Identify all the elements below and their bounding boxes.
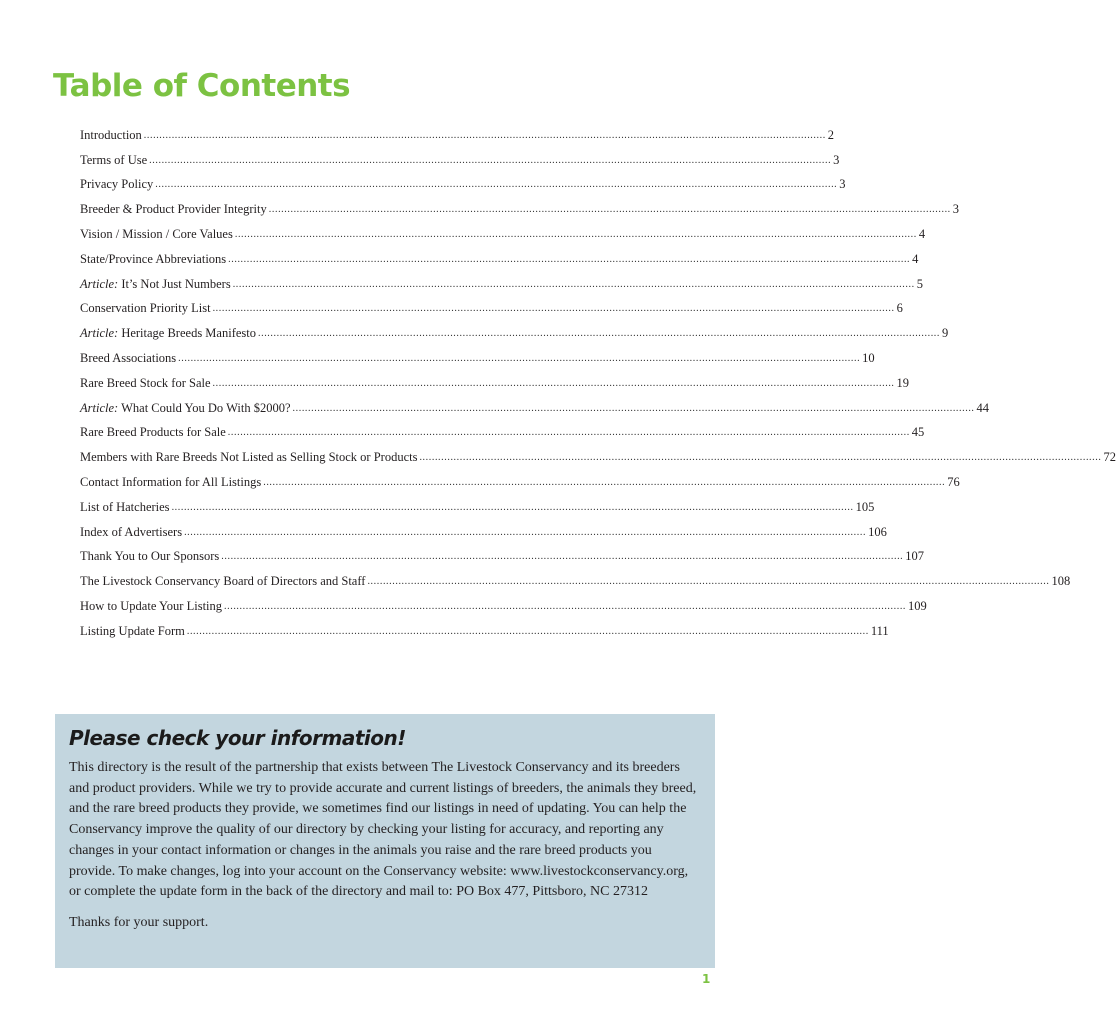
toc-entry-label	[80, 227, 233, 242]
toc-leader-dots: ............................................................................................................................................................................................................................	[228, 253, 911, 265]
toc-entry-text: Introduction	[80, 127, 142, 142]
toc-entry	[80, 569, 1071, 594]
toc-entry-label	[80, 599, 222, 614]
toc-leader-dots: ............................................................................................................................................................................................................................	[149, 154, 832, 166]
toc-entry-label	[80, 549, 219, 564]
toc-entry-text: How to Update Your Listing	[80, 599, 223, 614]
toc-entry-page: 3	[833, 152, 840, 167]
notice-box	[55, 714, 715, 968]
toc-entry-page: 107	[905, 549, 925, 564]
toc-entry-page: 44	[976, 400, 990, 415]
toc-entry-text: Breeder & Product Provider Integrity	[80, 202, 267, 217]
toc-leader-dots: ............................................................................................................................................................................................................................	[221, 551, 904, 563]
toc-entry-label	[80, 252, 226, 267]
toc-entry	[80, 321, 949, 346]
toc-entry	[80, 272, 923, 297]
toc-leader-dots: ............................................................................................................................................................................................................................	[155, 179, 838, 191]
toc-entry-page: 111	[870, 623, 889, 638]
toc-leader-dots: ............................................................................................................................................................................................................................	[419, 452, 1102, 464]
toc-entry-prefix: Article:	[80, 276, 119, 291]
toc-entry-label	[80, 401, 291, 416]
toc-entry-page: 4	[918, 227, 926, 242]
toc-entry-page: 5	[916, 276, 923, 291]
toc-entry	[80, 222, 926, 247]
toc-entry	[80, 197, 960, 222]
toc-entry-page: 19	[896, 375, 910, 390]
toc-entry	[80, 495, 875, 520]
toc-entry-page: 6	[896, 301, 903, 316]
notice-thanks: Thanks for your support.	[69, 914, 209, 930]
toc-leader-dots: ............................................................................................................................................................................................................................	[171, 501, 854, 513]
toc-entry-text: It’s Not Just Numbers	[121, 276, 231, 291]
toc-entry-text: Privacy Policy	[80, 177, 154, 192]
toc-entry	[80, 396, 990, 421]
toc-entry-page: 106	[868, 524, 887, 539]
toc-entry	[80, 173, 846, 198]
toc-entry-prefix: Article:	[80, 326, 119, 341]
toc-entry-text: What Could You Do With $2000?	[121, 400, 291, 415]
toc-entry	[80, 545, 925, 570]
toc-entry-label	[80, 500, 170, 515]
toc-entry-label	[80, 574, 365, 589]
toc-entry	[80, 148, 840, 173]
toc-entry-page: 3	[952, 202, 960, 217]
toc-leader-dots: ............................................................................................................................................................................................................................	[224, 601, 907, 613]
page-number: 1	[702, 972, 711, 986]
toc-entry-prefix: Article:	[80, 400, 119, 415]
toc-leader-dots: ............................................................................................................................................................................................................................	[178, 353, 861, 365]
toc-entry-page: 4	[912, 251, 919, 266]
toc-entry-label	[80, 128, 142, 143]
toc-entry-text: Rare Breed Products for Sale	[80, 425, 226, 440]
toc-entry-text: Conservation Priority List	[80, 301, 211, 316]
toc-entry-label	[80, 475, 261, 490]
toc-entry-page: 2	[827, 127, 835, 142]
toc-entry-text: Members with Rare Breeds Not Listed as Selling Stock or Products	[80, 450, 418, 465]
toc-entry-label	[80, 624, 185, 639]
toc-entry-label	[80, 301, 211, 316]
toc-leader-dots: ............................................................................................................................................................................................................................	[258, 328, 940, 340]
toc-entry-label	[80, 326, 256, 341]
toc-entry	[80, 445, 1116, 470]
toc-entry	[80, 520, 887, 545]
toc-leader-dots: ............................................................................................................................................................................................................................	[212, 377, 895, 389]
toc-entry-label	[80, 525, 182, 540]
toc-entry-text: State/Province Abbreviations	[80, 251, 227, 266]
toc-entry	[80, 371, 910, 396]
toc-entry-label	[80, 177, 153, 192]
toc-entry	[80, 594, 927, 619]
toc-entry-label	[80, 425, 226, 440]
toc-entry-text: Thank You to Our Sponsors	[80, 549, 220, 564]
toc-leader-dots: ............................................................................................................................................................................................................................	[186, 625, 869, 637]
toc-entry	[80, 297, 903, 322]
toc-entry-page: 109	[908, 599, 927, 614]
toc-entry-label	[80, 376, 211, 391]
toc-leader-dots: ............................................................................................................................................................................................................................	[292, 402, 975, 414]
toc-entry	[80, 247, 919, 272]
toc-entry-text: The Livestock Conservancy Board of Directors and Staff	[80, 574, 366, 589]
toc-entry-text: Listing Update Form	[80, 623, 185, 638]
toc-entry-page: 9	[942, 326, 949, 341]
toc-entry-label	[80, 450, 417, 465]
toc-entry-text: Breed Associations	[80, 351, 177, 366]
toc-entry-page: 3	[839, 177, 846, 192]
toc-leader-dots: ............................................................................................................................................................................................................................	[234, 229, 917, 241]
toc-leader-dots: ............................................................................................................................................................................................................................	[367, 576, 1050, 588]
toc-entry-page: 108	[1051, 574, 1071, 589]
notice-body: This directory is the result of the partnership that exists between The Livestock Conservancy and its breeders and product providers. While we try to provide accurate and current listings of breeders, the animals they breed, and the rare breed products they provide, we sometimes find our listings in need of updating. You can help the Conservancy improve the quality of our directory by checking your listing for accuracy, and reporting any changes in your contact information or changes in the animals you raise and the rare breed products you provide. To make changes, log into your account on the Conservancy website: www.livestockconservancy.org, or complete the update form in the back of the directory and mail to: PO Box 477, Pittsboro, NC 27312	[69, 760, 697, 900]
toc-entry-text: Contact Information for All Listings	[80, 475, 262, 490]
toc-list	[80, 123, 1116, 644]
toc-entry-page: 10	[862, 351, 875, 366]
toc-entry-label	[80, 153, 147, 168]
toc-entry	[80, 421, 925, 446]
toc-entry-page: 45	[911, 425, 925, 440]
toc-leader-dots: ............................................................................................................................................................................................................................	[184, 526, 867, 538]
toc-entry	[80, 346, 875, 371]
toc-leader-dots: ............................................................................................................................................................................................................................	[143, 129, 826, 141]
toc-entry-page: 105	[855, 499, 875, 514]
toc-leader-dots: ............................................................................................................................................................................................................................	[268, 204, 951, 216]
toc-leader-dots: ............................................................................................................................................................................................................................	[212, 303, 895, 315]
toc-entry-label	[80, 351, 176, 366]
toc-entry	[80, 619, 889, 644]
toc-entry-page: 76	[947, 475, 960, 490]
toc-entry	[80, 123, 835, 148]
toc-entry-text: List of Hatcheries	[80, 499, 170, 514]
toc-title: Table of Contents	[53, 68, 351, 104]
toc-entry-text: Terms of Use	[80, 152, 148, 167]
toc-entry-text: Rare Breed Stock for Sale	[80, 375, 211, 390]
toc-entry-text: Vision / Mission / Core Values	[80, 227, 233, 242]
toc-entry-text: Index of Advertisers	[80, 524, 183, 539]
toc-entry-label	[80, 202, 267, 217]
toc-leader-dots: ............................................................................................................................................................................................................................	[232, 278, 915, 290]
toc-entry-page: 72	[1103, 450, 1116, 465]
toc-entry	[80, 470, 960, 495]
toc-entry-label	[80, 277, 231, 292]
notice-heading: Please check your information!	[69, 726, 406, 750]
toc-entry-text: Heritage Breeds Manifesto	[121, 326, 256, 341]
toc-leader-dots: ............................................................................................................................................................................................................................	[263, 477, 946, 489]
toc-leader-dots: ............................................................................................................................................................................................................................	[227, 427, 910, 439]
